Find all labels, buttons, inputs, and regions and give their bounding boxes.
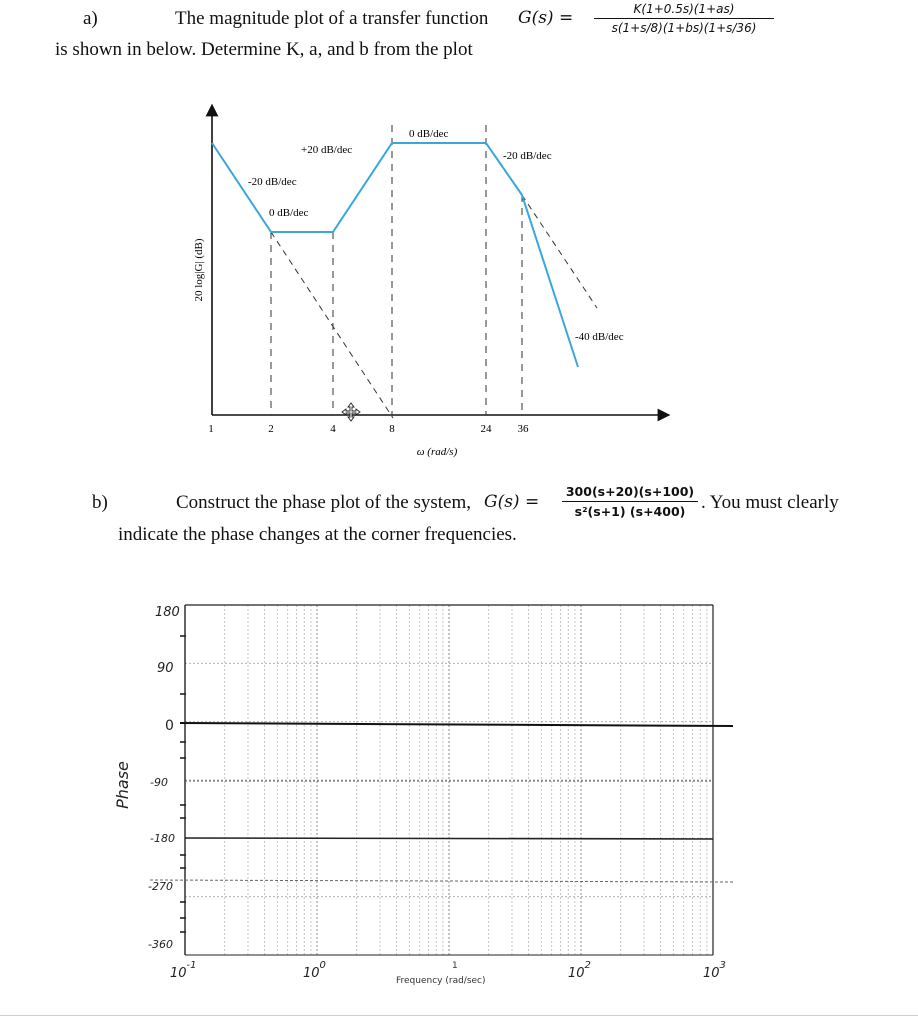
move-cursor-icon: [342, 403, 360, 421]
x-tick-4: 4: [330, 423, 336, 435]
slope-label-4: 0 dB/dec: [409, 128, 449, 140]
part-a-label: a): [83, 8, 98, 29]
x-tick-10-0: [303, 960, 326, 981]
slope-label-5: -20 dB/dec: [503, 150, 552, 162]
x-tick-base: 10: [170, 966, 187, 981]
part-a-gs: G(s) =: [518, 8, 574, 28]
phase-grid: [185, 605, 713, 955]
zero-degree-line: [180, 723, 733, 726]
x-tick-24: 24: [480, 423, 492, 435]
phase-axis-label: Phase: [113, 761, 132, 809]
y-axis-label: 20 log|G| (dB): [193, 238, 205, 302]
slope-label-6: -40 dB/dec: [575, 331, 624, 343]
tf-numerator: K(1+0.5s)(1+as): [633, 2, 735, 16]
tf-denominator: s²(s+1) (s+400): [574, 504, 686, 519]
x-label-text: Frequency (rad/sec): [396, 976, 486, 986]
tf-denominator: s(1+s/8)(1+bs)(1+s/36): [611, 21, 757, 35]
x-tick-exponent: 0: [319, 960, 326, 971]
x-label-exponent: 1: [452, 961, 458, 971]
ext-minus20: [271, 232, 393, 418]
y-tick-minus180: -180: [150, 832, 175, 845]
y-tick-90: 90: [157, 661, 174, 676]
part-b-label: b): [92, 492, 108, 513]
magnitude-plot: [180, 95, 680, 470]
y-tick-0: 0: [165, 718, 174, 734]
part-a-transfer-function: [594, 2, 774, 35]
x-tick-base: 10: [303, 966, 320, 981]
x-tick-10-3: [703, 960, 726, 981]
x-axis-label: ω (rad/s): [416, 446, 458, 458]
minus-180-line: [185, 838, 713, 839]
x-tick-base: 10: [703, 966, 720, 981]
asymptote-extensions: [271, 195, 597, 418]
minus-270-line: [150, 880, 733, 882]
x-tick-base: 10: [568, 966, 585, 981]
x-tick-10-minus1: [170, 960, 197, 981]
x-tick-10-2: [568, 960, 591, 981]
part-b-transfer-function: [562, 484, 698, 519]
tf-numerator: 300(s+20)(s+100): [565, 484, 695, 499]
x-tick-36: 36: [517, 423, 529, 435]
phase-x-axis-label: [396, 976, 486, 986]
slope-label-3: +20 dB/dec: [301, 144, 353, 156]
corner-guides: [271, 125, 522, 415]
phase-plot: [100, 580, 900, 1010]
ext-minus20-high: [522, 195, 597, 308]
page-bottom-rule: [0, 1015, 918, 1016]
y-tick-minus360: -360: [148, 938, 173, 951]
part-b-gs: G(s) =: [484, 492, 540, 512]
part-b-question-after: . You must clearly: [701, 492, 839, 513]
part-b-question-line1: Construct the phase plot of the system,: [176, 492, 471, 513]
x-tick-exponent: 2: [584, 960, 591, 971]
part-b-question-line2: indicate the phase changes at the corner frequencies.: [118, 524, 517, 545]
y-tick-minus270: -270: [148, 880, 173, 893]
x-tick-2: 2: [268, 423, 274, 435]
x-tick-exponent: 3: [719, 960, 726, 971]
x-tick-8: 8: [389, 423, 395, 435]
x-tick-1: 1: [208, 423, 214, 435]
x-tick-exponent: -1: [186, 960, 197, 971]
fraction-bar: [562, 501, 698, 502]
slope-label-2: 0 dB/dec: [269, 207, 309, 219]
part-a-question-line2: is shown in below. Determine K, a, and b from the plot: [55, 39, 473, 60]
fraction-bar: [594, 18, 774, 19]
y-tick-minus90: -90: [150, 776, 168, 789]
part-a-question-line1: The magnitude plot of a transfer function: [175, 8, 489, 29]
slope-label-1: -20 dB/dec: [248, 176, 297, 188]
y-tick-180: 180: [155, 605, 180, 620]
